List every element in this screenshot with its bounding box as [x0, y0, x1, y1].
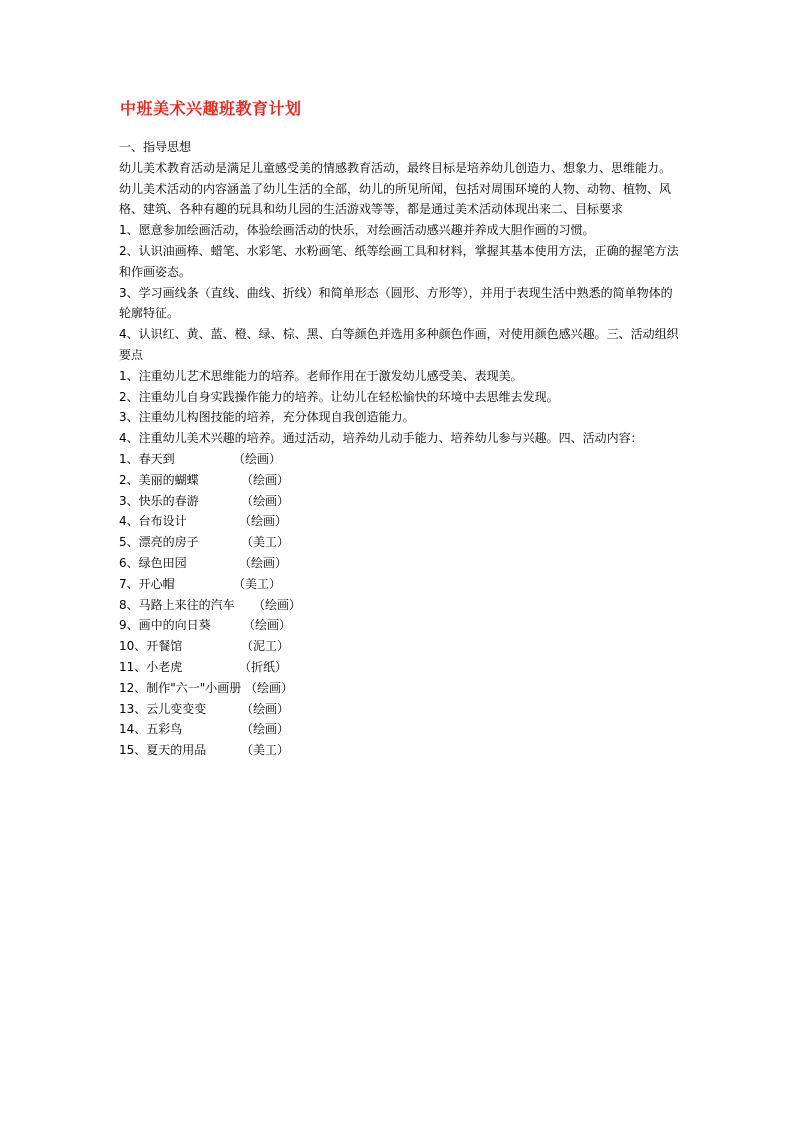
goal-item-3-continued: 轮廓特征。: [119, 306, 180, 321]
activity-item: [119, 615, 679, 636]
activity-category: （美工）: [241, 535, 290, 550]
goal-item-1: 1、愿意参加绘画活动，体验绘画活动的快乐，对绘画活动感兴趣并养成大胆作画的习惯。: [119, 223, 595, 238]
activity-category: （绘画）: [243, 618, 292, 633]
page-title: 中班美术兴趣班教育计划: [120, 99, 302, 118]
activity-list: [119, 449, 679, 761]
activity-name: 14、五彩鸟: [119, 722, 183, 737]
activity-item: [119, 595, 679, 616]
goal-item-2-continued: 和作画姿态。: [119, 264, 192, 279]
goal-item-4-continued: 要点: [119, 347, 144, 362]
activity-item: [119, 657, 679, 678]
activity-item: [119, 636, 679, 657]
activity-category: （绘画）: [233, 451, 282, 466]
key-point-2: 2、注重幼儿自身实践操作能力的培养。让幼儿在轻松愉快的环境中去思维去发现。: [119, 389, 559, 404]
activity-item: [119, 553, 679, 574]
document-body: [119, 137, 679, 761]
activity-category: （折纸）: [239, 659, 288, 674]
activity-category: （绘画）: [239, 514, 288, 529]
activity-category: （绘画）: [241, 701, 290, 716]
activity-name: 2、美丽的蝴蝶: [119, 472, 199, 487]
activity-name: 15、夏天的用品: [119, 743, 207, 758]
activity-item: [119, 449, 679, 470]
activity-name: 5、漂亮的房子: [119, 535, 199, 550]
goal-item-4: 4、认识红、黄、蓝、橙、绿、棕、黑、白等颜色并选用多种颜色作画，对使用颜色感兴趣。三、活动组织: [119, 327, 679, 342]
key-point-3: 3、注重幼儿构图技能的培养，充分体现自我创造能力。: [119, 410, 415, 425]
activity-item: [119, 470, 679, 491]
goal-item-2: 2、认识油画棒、蜡笔、水彩笔、水粉画笔、纸等绘画工具和材料，掌握其基本使用方法，正确的握笔方法: [119, 243, 679, 258]
activity-name: 13、云儿变变变: [119, 701, 207, 716]
activity-name: 9、画中的向日葵: [119, 618, 211, 633]
activity-category: （绘画）: [253, 597, 302, 612]
activity-category: （绘画）: [241, 493, 290, 508]
activity-item: [119, 740, 679, 761]
activity-item: [119, 532, 679, 553]
activity-item: [119, 719, 679, 740]
goal-item-3: 3、学习画线条（直线、曲线、折线）和简单形态（圆形、方形等），并用于表现生活中熟悉的简单物体的: [119, 285, 673, 300]
activity-category: （绘画）: [245, 680, 294, 695]
activity-name: 8、马路上来往的汽车: [119, 597, 235, 612]
activity-category: （绘画）: [241, 472, 290, 487]
paragraph-line: 幼儿美术教育活动是满足儿童感受美的情感教育活动，最终目标是培养幼儿创造力、想象力、思维能力。: [119, 160, 672, 175]
activity-item: [119, 699, 679, 720]
paragraph-line: 幼儿美术活动的内容涵盖了幼儿生活的全部，幼儿的所见所闻，包括对周围环境的人物、动物、植物、风: [119, 181, 672, 196]
activity-item: [119, 491, 679, 512]
key-point-1: 1、注重幼儿艺术思维能力的培养。老师作用在于激发幼儿感受美、表现美。: [119, 368, 523, 383]
key-point-4: 4、注重幼儿美术兴趣的培养。通过活动，培养幼儿动手能力、培养幼儿参与兴趣。四、活动内容：: [119, 431, 643, 446]
activity-category: （泥工）: [241, 639, 290, 654]
activity-name: 1、春天到: [119, 451, 175, 466]
activity-category: （美工）: [233, 576, 282, 591]
activity-item: [119, 678, 679, 699]
paragraph-line: 格、建筑、各种有趣的玩具和幼儿园的生活游戏等等，都是通过美术活动体现出来二、目标要求: [119, 202, 624, 217]
activity-category: （美工）: [241, 743, 290, 758]
activity-name: 12、制作"六一"小画册: [119, 680, 242, 695]
activity-name: 10、开餐馆: [119, 639, 183, 654]
activity-name: 3、快乐的春游: [119, 493, 199, 508]
activity-item: [119, 511, 679, 532]
activity-category: （绘画）: [239, 555, 288, 570]
activity-name: 6、绿色田园: [119, 555, 187, 570]
activity-item: [119, 574, 679, 595]
activity-category: （绘画）: [241, 722, 290, 737]
section-heading-guiding-thought: 一、指导思想: [119, 140, 192, 154]
activity-name: 4、台布设计: [119, 514, 187, 529]
activity-name: 7、开心帽: [119, 576, 175, 591]
activity-name: 11、小老虎: [119, 659, 183, 674]
